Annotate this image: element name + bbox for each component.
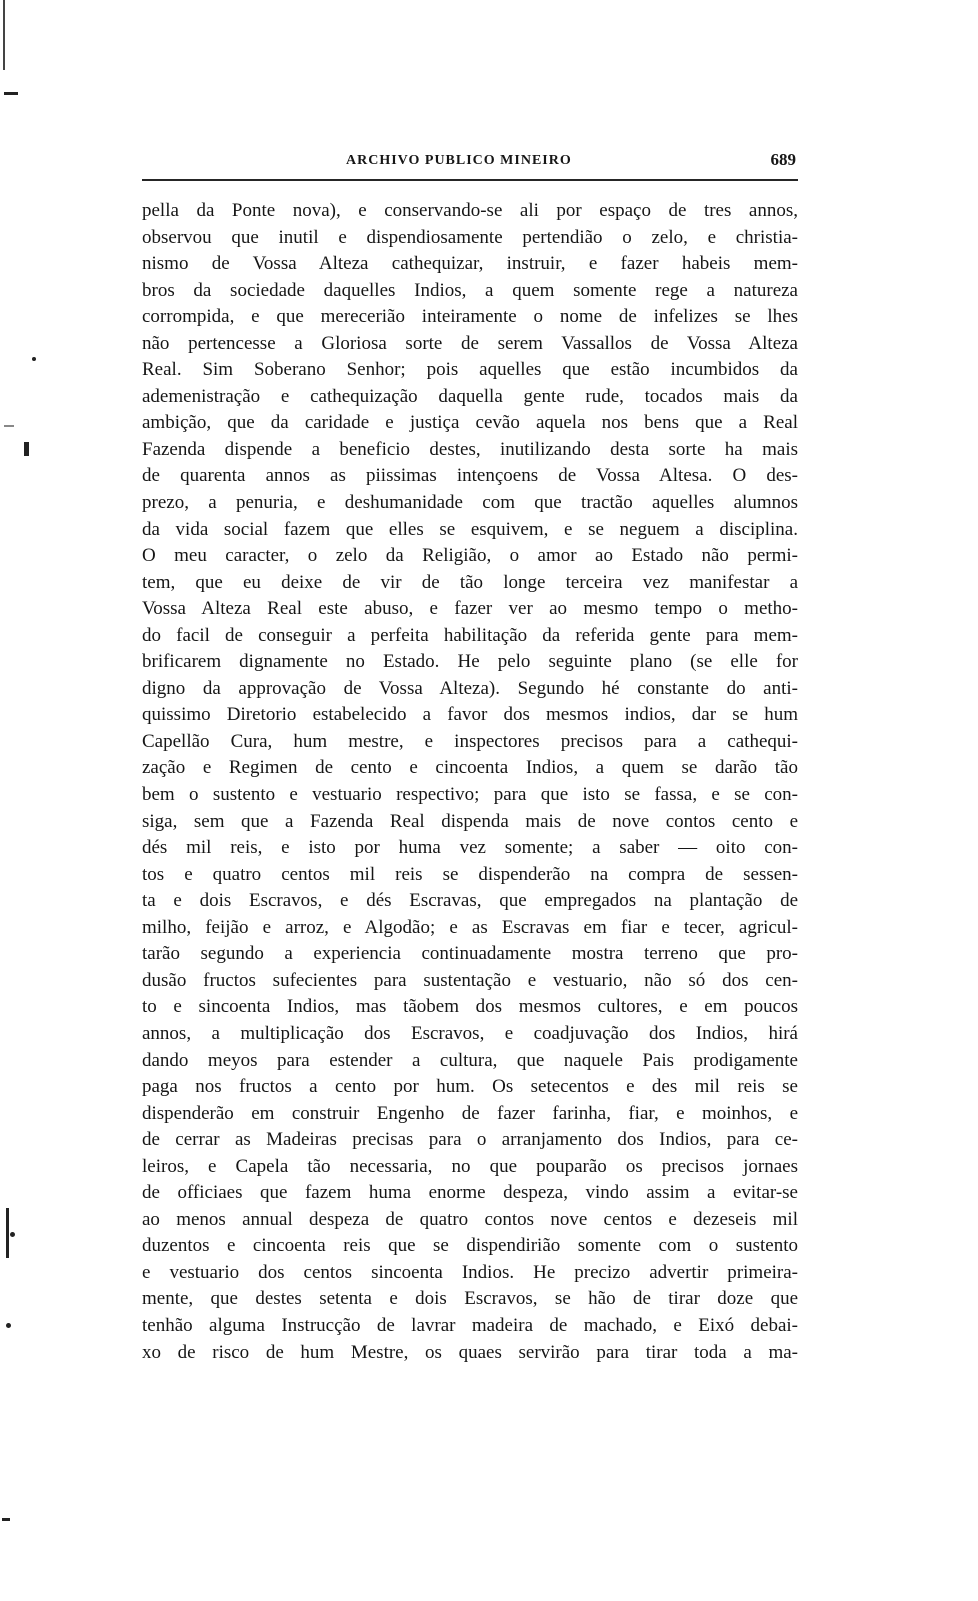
text-line: paga nos fructos a cento por hum. Os setecentos e des mil reis se <box>142 1076 798 1098</box>
body-text <box>142 198 798 1366</box>
text-line: bros da sociedade daquelles Indios, a quem somente rege a natureza <box>142 279 798 301</box>
text-line: tem, que eu deixe de vir de tão longe terceira vez manifestar a <box>142 571 798 593</box>
text-line: Real. Sim Soberano Senhor; pois aquelles que estão incumbidos da <box>142 359 798 381</box>
text-line: de officiaes que fazem huma enorme despeza, vindo assim a evitar-se <box>142 1182 798 1204</box>
text-line: Vossa Alteza Real este abuso, e fazer ver ao mesmo tempo o metho- <box>142 598 798 620</box>
text-line: dando meyos para estender a cultura, que naquele Pais prodigamente <box>142 1049 798 1071</box>
text-line: mente, que destes setenta e dois Escravos, se hão de tirar doze que <box>142 1288 798 1310</box>
text-line: leiros, e Capela tão necessaria, no que pouparão os precisos jornaes <box>142 1155 798 1177</box>
text-line: prezo, a penuria, e deshumanidade com que tractão aquelles alumnos <box>142 492 798 514</box>
text-line: to e sincoenta Indios, mas tãobem dos mesmos cultores, e em poucos <box>142 996 798 1018</box>
text-line: de cerrar as Madeiras precisas para o arranjamento dos Indios, para ce- <box>142 1129 798 1151</box>
binding-edge <box>3 0 5 70</box>
text-line: xo de risco de hum Mestre, os quaes servirão para tirar toda a ma- <box>142 1341 798 1363</box>
text-line: siga, sem que a Fazenda Real dispenda mais de nove contos cento e <box>142 810 798 832</box>
margin-speck <box>32 357 36 361</box>
margin-speck <box>6 1208 9 1258</box>
header-title: ARCHIVO PUBLICO MINEIRO <box>346 153 572 168</box>
running-header <box>142 150 798 172</box>
text-line: tarão segundo a experiencia continuadamente mostra terreno que pro- <box>142 943 798 965</box>
margin-speck <box>10 1232 15 1237</box>
text-line: Fazenda dispende a beneficio destes, inutilizando desta sorte ha mais <box>142 438 798 460</box>
text-line: ta e dois Escravos, e dés Escravas, que empregados na plantação de <box>142 890 798 912</box>
text-line: annos, a multiplicação dos Escravos, e coadjuvação dos Indios, hirá <box>142 1022 798 1044</box>
text-line: pella da Ponte nova), e conservando-se ali por espaço de tres annos, <box>142 200 798 221</box>
text-line: ao menos annual despeza de quatro contos nove centos e dezeseis mil <box>142 1208 798 1230</box>
text-line: duzentos e cincoenta reis que se dispendirião somente com o sustento <box>142 1235 798 1257</box>
text-line: milho, feijão e arroz, e Algodão; e as Escravas em fiar e tecer, agricul- <box>142 916 798 938</box>
text-line: tenhão alguma Instrucção de lavrar madeira de machado, e Eixó debai- <box>142 1314 798 1336</box>
text-line: dusão fructos sufecientes para sustentação e vestuario, não só dos cen- <box>142 969 798 991</box>
text-line: brificarem dignamente no Estado. He pelo seguinte plano (se elle for <box>142 651 798 673</box>
text-line: O meu caracter, o zelo da Religião, o amor ao Estado não permi- <box>142 545 798 567</box>
margin-speck <box>4 92 18 95</box>
text-line: bem o sustento e vestuario respectivo; para que isto se fassa, e se con- <box>142 784 798 806</box>
text-line: e vestuario dos centos sincoenta Indios. He precizo advertir primeira- <box>142 1261 798 1283</box>
text-line: corrompida, e que merecerião inteiramente o nome de infelizes se lhes <box>142 306 798 328</box>
text-line: Capellão Cura, hum mestre, e inspectores precisos para a cathequi- <box>142 730 798 752</box>
text-line: ambição, que da caridade e justiça cevão aquela nos bens que a Real <box>142 412 798 434</box>
header-rule <box>142 179 798 181</box>
text-line: de quarenta annos as piissimas intençoens de Vossa Altesa. O des- <box>142 465 798 487</box>
text-line: quissimo Diretorio estabelecido a favor dos mesmos indios, dar se hum <box>142 704 798 726</box>
text-line: dispenderão em construir Engenho de fazer farinha, fiar, e moinhos, e <box>142 1102 798 1124</box>
margin-speck <box>2 1518 10 1521</box>
text-line: digno da approvação de Vossa Alteza). Segundo hé constante do anti- <box>142 677 798 699</box>
text-line: da vida social fazem que elles se esquivem, e se neguem a disciplina. <box>142 518 798 540</box>
text-line: observou que inutil e dispendiosamente pertendião o zelo, e christia- <box>142 226 798 248</box>
margin-speck <box>24 442 29 456</box>
margin-speck <box>6 1323 11 1328</box>
text-line: não pertencesse a Gloriosa sorte de serem Vassallos de Vossa Alteza <box>142 332 798 354</box>
margin-speck <box>4 425 14 427</box>
text-line: nismo de Vossa Alteza cathequizar, instruir, e fazer habeis mem- <box>142 253 798 275</box>
text-line: zação e Regimen de cento e cincoenta Indios, a quem se darão tão <box>142 757 798 779</box>
text-line: dés mil reis, e isto por huma vez somente; a saber — oito con- <box>142 837 798 859</box>
text-line: tos e quatro centos mil reis se dispenderão na compra de sessen- <box>142 863 798 885</box>
text-line: do facil de conseguir a perfeita habilitação da referida gente para mem- <box>142 624 798 646</box>
page-number: 689 <box>770 150 796 169</box>
text-line: ademenistração e cathequização daquella gente rude, tocados mais da <box>142 385 798 407</box>
